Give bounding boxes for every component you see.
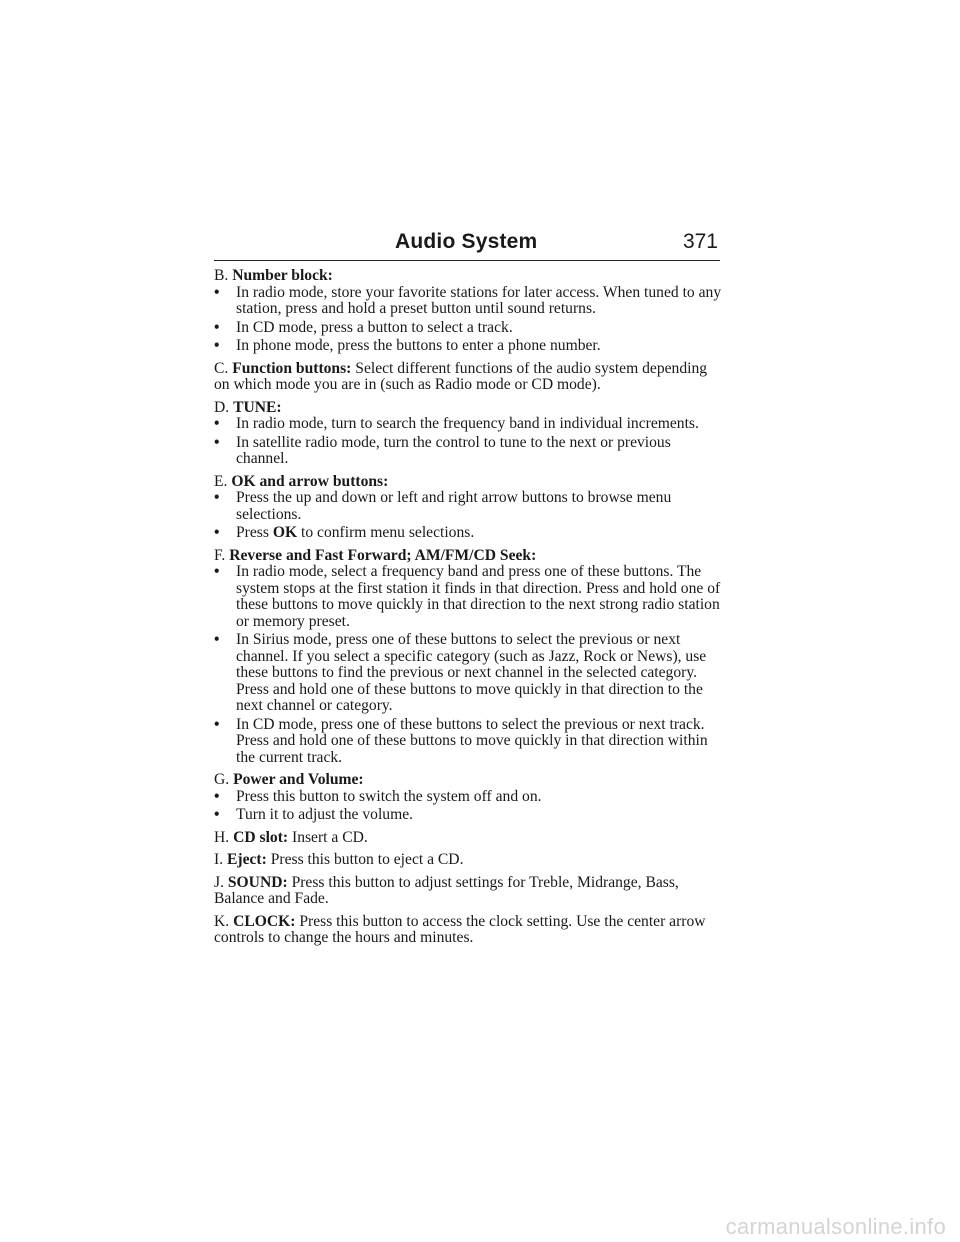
page-number: 371 [682, 230, 718, 253]
bullet-icon: • [214, 787, 220, 805]
list-item [214, 490, 726, 523]
list-item [214, 525, 726, 542]
section-j-letter: J. [214, 873, 224, 891]
bullet-icon: • [214, 715, 220, 733]
section-f-list [214, 564, 726, 766]
section-j-paragraph [214, 875, 726, 908]
list-item-text: In radio mode, select a frequency band and press one of these buttons. The system stops at the first station it finds in that direction. Press and hold one of these buttons to move quickly in that direction to the next strong radio station or memory preset. [236, 563, 721, 630]
section-d-letter: D. [214, 398, 230, 416]
section-e-list [214, 490, 726, 542]
section-title: Audio System [395, 230, 538, 253]
press-rest-text: to confirm menu selections. [301, 524, 475, 541]
list-item [214, 807, 726, 824]
list-item-text: In phone mode, press the buttons to enter a phone number. [236, 337, 601, 354]
list-item-text: In radio mode, store your favorite stations for later access. When tuned to any station, press and hold a preset button until sound returns. [236, 283, 722, 317]
list-item-text: In CD mode, press one of these buttons to select the previous or next track. Press and hold one of these buttons to move quickly in that direction within the current track. [236, 715, 708, 766]
list-item-text: Turn it to adjust the volume. [236, 806, 414, 823]
section-g-title: Power and Volume: [233, 771, 364, 788]
site-watermark: carmanualsonline.info [725, 1214, 946, 1239]
section-c-title: Function buttons: [232, 359, 352, 377]
list-item [214, 717, 726, 767]
bullet-icon: • [214, 318, 220, 336]
bullet-icon: • [214, 489, 220, 506]
section-j-text: Press this button to adjust settings for Treble, Midrange, Bass, Balance and Fade. [214, 873, 679, 907]
list-item [214, 338, 726, 355]
bullet-icon: • [214, 806, 220, 823]
page-header [214, 226, 720, 261]
section-b-title: Number block: [232, 267, 333, 284]
list-item [214, 789, 726, 806]
section-b-heading [214, 268, 726, 285]
list-item-text: In CD mode, press a button to select a track. [236, 318, 513, 336]
section-d-title: TUNE: [233, 398, 282, 416]
list-item [214, 416, 726, 433]
section-e-heading [214, 474, 726, 491]
section-i-title: Eject: [227, 851, 267, 868]
section-k-letter: K. [214, 912, 230, 930]
section-h-paragraph [214, 830, 726, 847]
section-i-text: Press this button to eject a CD. [270, 851, 464, 868]
section-j-title: SOUND: [227, 873, 288, 891]
list-item-text: In satellite radio mode, turn the control to tune to the next or previous channel. [236, 433, 671, 467]
section-e-letter: E. [214, 472, 228, 490]
section-k-title: CLOCK: [233, 912, 296, 930]
list-item-text: Press the up and down or left and right arrow buttons to browse menu selections. [236, 489, 672, 523]
section-c-paragraph [214, 361, 726, 394]
list-item [214, 320, 726, 337]
section-e-title: OK and arrow buttons: [231, 472, 389, 490]
section-k-text: Press this button to access the clock setting. Use the center arrow controls to change the hours and minutes. [214, 912, 706, 946]
bullet-icon: • [214, 524, 220, 541]
list-item-text: In radio mode, turn to search the frequency band in individual increments. [236, 415, 699, 432]
section-b-letter: B. [214, 267, 229, 284]
list-item-text: In Sirius mode, press one of these buttons to select the previous or next channel. If you select a specific category (such as Jazz, Rock or News), use these buttons to find the previous or next channel in the selected category. Press and hold one of these buttons to move quickly in that direction to the next channel or category. [236, 631, 707, 714]
section-b-list [214, 285, 726, 355]
bullet-icon: • [214, 563, 220, 580]
press-word: Press [236, 524, 269, 541]
list-item [214, 285, 726, 318]
bullet-icon: • [214, 631, 220, 648]
section-f-title: Reverse and Fast Forward; AM/FM/CD Seek: [229, 546, 537, 564]
section-h-letter: H. [214, 828, 230, 846]
bullet-icon: • [214, 415, 220, 432]
bullet-icon: • [214, 283, 220, 301]
bullet-icon: • [214, 337, 220, 354]
section-c-text: Select different functions of the audio system depending on which mode you are in (such as Radio mode or CD mode). [214, 359, 708, 393]
section-g-letter: G. [214, 771, 230, 788]
section-f-heading [214, 548, 726, 565]
section-f-letter: F. [214, 546, 226, 564]
section-k-paragraph [214, 914, 726, 947]
list-item [214, 435, 726, 468]
section-g-list [214, 789, 726, 824]
bullet-icon: • [214, 433, 220, 451]
ok-word: OK [272, 524, 298, 541]
list-item [214, 564, 726, 630]
section-d-heading [214, 400, 726, 417]
section-i-paragraph [214, 852, 726, 869]
section-h-title: CD slot: [233, 828, 289, 846]
section-i-letter: I. [214, 851, 224, 868]
section-d-list [214, 416, 726, 468]
section-g-heading [214, 772, 726, 789]
page-content [214, 268, 726, 953]
list-item-text: Press this button to switch the system off and on. [236, 787, 542, 805]
section-h-text: Insert a CD. [292, 828, 368, 846]
section-c-letter: C. [214, 359, 229, 377]
list-item [214, 632, 726, 715]
